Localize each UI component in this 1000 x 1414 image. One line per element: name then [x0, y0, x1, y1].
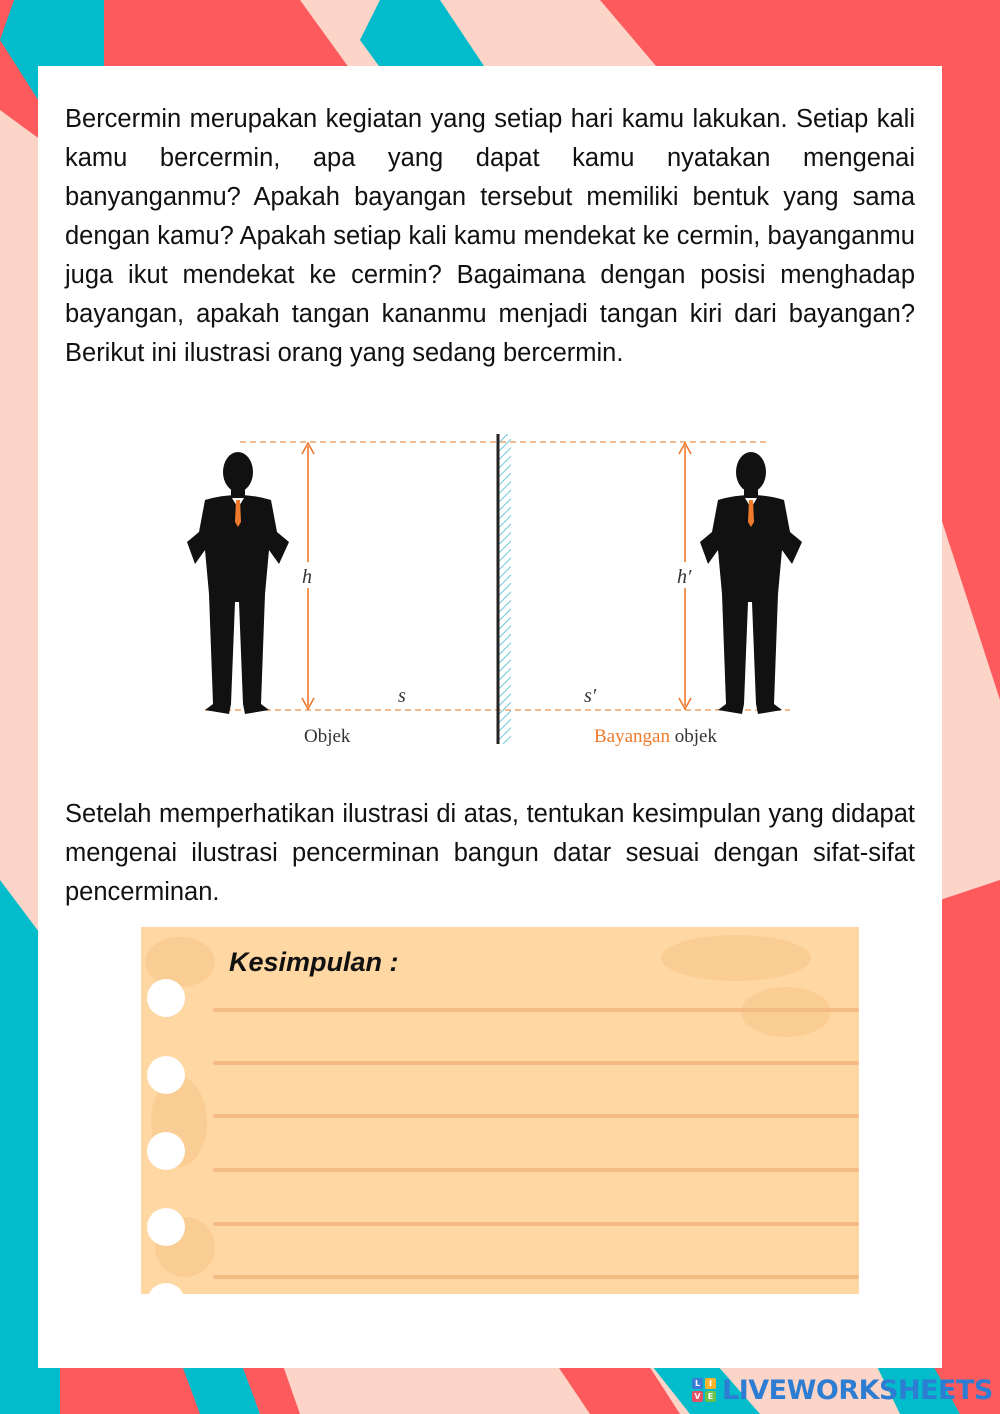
binder-hole — [147, 979, 185, 1017]
answer-line[interactable] — [213, 1061, 859, 1065]
distance-label-image: s′ — [584, 685, 597, 707]
mirror-hatch — [499, 434, 511, 744]
height-label: h — [302, 566, 312, 588]
binder-hole — [147, 1056, 185, 1094]
logo-text: LIVEWORKSHEETS — [722, 1374, 993, 1406]
image-caption-highlight: Bayangan — [594, 726, 670, 747]
liveworksheets-logo — [692, 1372, 993, 1408]
binder-hole — [147, 1283, 185, 1294]
answer-line[interactable] — [213, 1168, 859, 1172]
mirror-illustration — [180, 430, 812, 752]
instruction-paragraph: Setelah memperhatikan ilustrasi di atas, tentukan kesimpulan yang didapat mengenai ilustrasi pencerminan bangun datar sesuai dengan sifat-sifat pencerminan. — [65, 800, 915, 906]
image-person — [700, 452, 802, 714]
conclusion-note — [141, 927, 859, 1294]
object-caption: Objek — [304, 726, 351, 747]
conclusion-title: Kesimpulan : — [229, 947, 399, 977]
object-person — [187, 452, 289, 714]
image-caption-rest: objek — [674, 726, 717, 747]
logo-mark-icon: L I V E — [692, 1378, 716, 1402]
answer-line[interactable] — [213, 1008, 859, 1012]
binder-hole — [147, 1132, 185, 1170]
intro-paragraph: Bercermin merupakan kegiatan yang setiap hari kamu lakukan. Setiap kali kamu bercermin, apa yang dapat kamu nyatakan mengenai banyanganmu? Apakah bayangan tersebut memiliki bentuk yang sama dengan kamu? Apakah setiap kali kamu mendekat ke cermin, bayanganmu juga ikut mendekat ke cermin? Bagaimana dengan posisi menghadap bayangan, apakah tangan kananmu menjadi tangan kiri dari bayangan? Berikut ini ilustrasi orang yang sedang bercermin. — [65, 105, 915, 367]
answer-line[interactable] — [213, 1114, 859, 1118]
image-caption — [594, 726, 717, 747]
answer-line[interactable] — [213, 1275, 859, 1279]
binder-hole — [147, 1208, 185, 1246]
distance-label: s — [398, 685, 406, 707]
answer-line[interactable] — [213, 1222, 859, 1226]
height-label-image: h′ — [677, 566, 692, 588]
